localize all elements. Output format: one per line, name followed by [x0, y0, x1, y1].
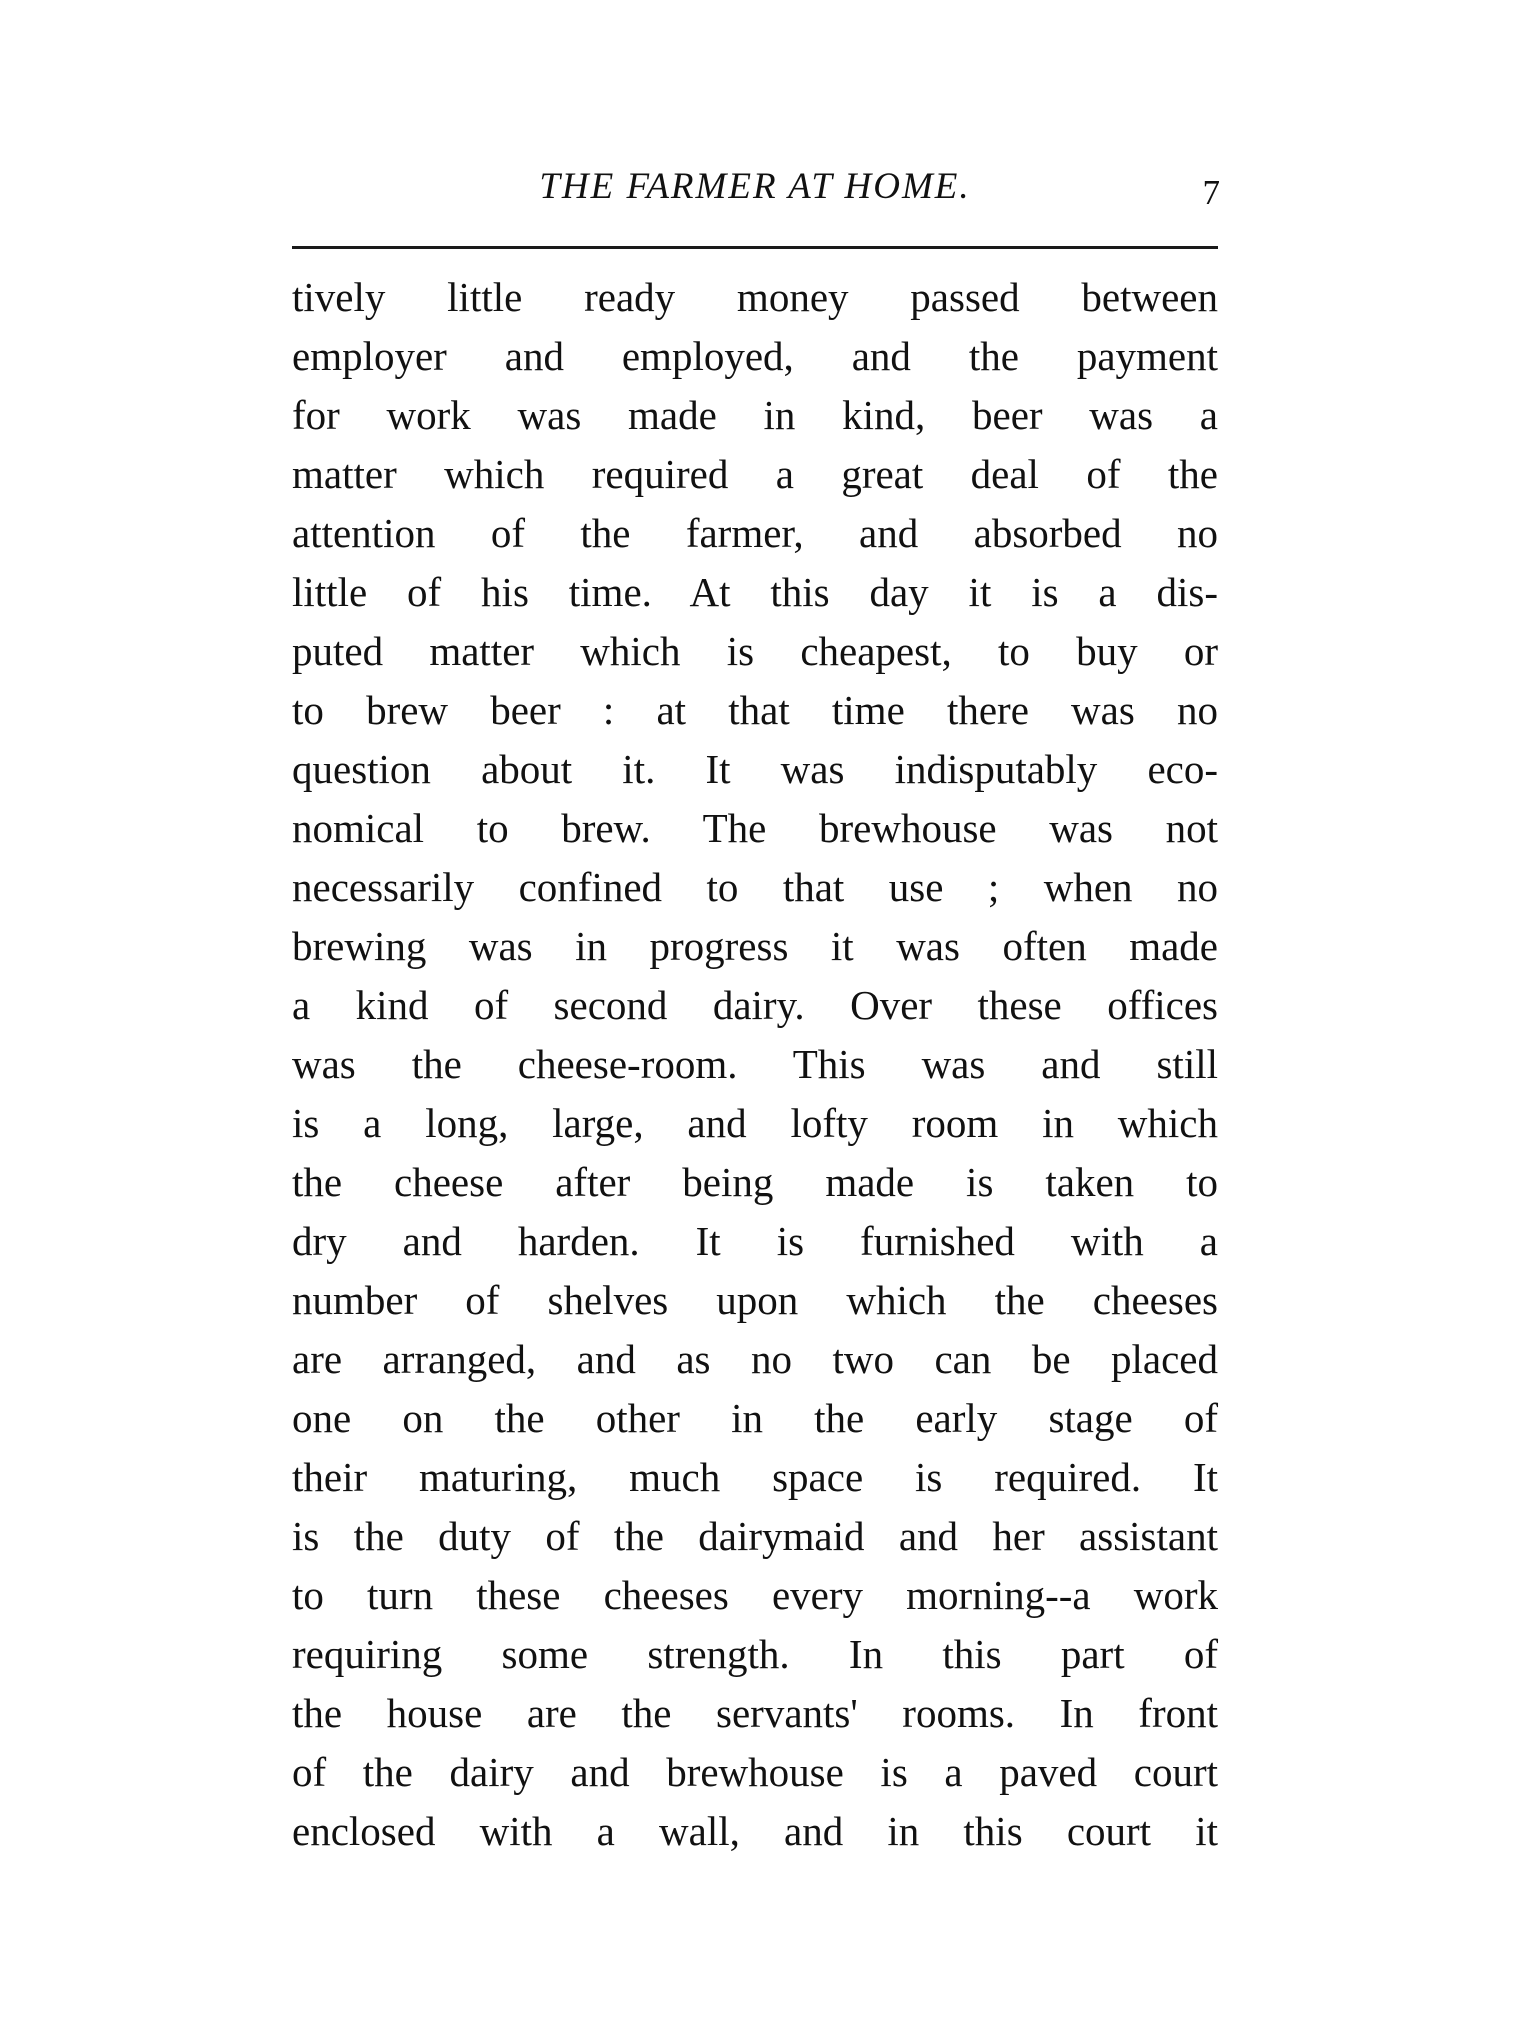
text-line: matter which required a great deal of the: [292, 451, 1218, 497]
text-line: little of his time. At this day it is a dis-: [292, 569, 1218, 615]
text-line: dry and harden. It is furnished with a: [292, 1218, 1218, 1264]
text-line: requiring some strength. In this part of: [292, 1631, 1218, 1677]
running-title: THE FARMER AT HOME.: [539, 166, 971, 207]
text-line: the house are the servants' rooms. In front: [292, 1690, 1218, 1736]
text-line: was the cheese-room. This was and still: [292, 1041, 1218, 1087]
text-line: is a long, large, and lofty room in which: [292, 1100, 1218, 1146]
text-line: brewing was in progress it was often made: [292, 923, 1218, 969]
running-head: [290, 165, 1220, 225]
text-line: attention of the farmer, and absorbed no: [292, 510, 1218, 556]
page-number: 7: [1202, 173, 1220, 212]
text-line: of the dairy and brewhouse is a paved court: [292, 1749, 1218, 1795]
text-line: puted matter which is cheapest, to buy or: [292, 628, 1218, 674]
text-line: necessarily confined to that use ; when no: [292, 864, 1218, 910]
text-line: question about it. It was indisputably eco-: [292, 746, 1218, 792]
text-line: nomical to brew. The brewhouse was not: [292, 805, 1218, 851]
text-line: number of shelves upon which the cheeses: [292, 1277, 1218, 1323]
text-line: tively little ready money passed between: [292, 274, 1218, 320]
text-line: for work was made in kind, beer was a: [292, 392, 1218, 438]
text-line: are arranged, and as no two can be placed: [292, 1336, 1218, 1382]
text-line: a kind of second dairy. Over these offices: [292, 982, 1218, 1028]
text-line: enclosed with a wall, and in this court it: [292, 1808, 1218, 1854]
text-line: their maturing, much space is required. It: [292, 1454, 1218, 1500]
text-line: one on the other in the early stage of: [292, 1395, 1218, 1441]
text-line: is the duty of the dairymaid and her assistant: [292, 1513, 1218, 1559]
header-rule: [292, 246, 1218, 249]
text-line: the cheese after being made is taken to: [292, 1159, 1218, 1205]
body-text: [292, 268, 1218, 1861]
text-line: to turn these cheeses every morning--a work: [292, 1572, 1218, 1618]
text-line: to brew beer : at that time there was no: [292, 687, 1218, 733]
text-line: employer and employed, and the payment: [292, 333, 1218, 379]
